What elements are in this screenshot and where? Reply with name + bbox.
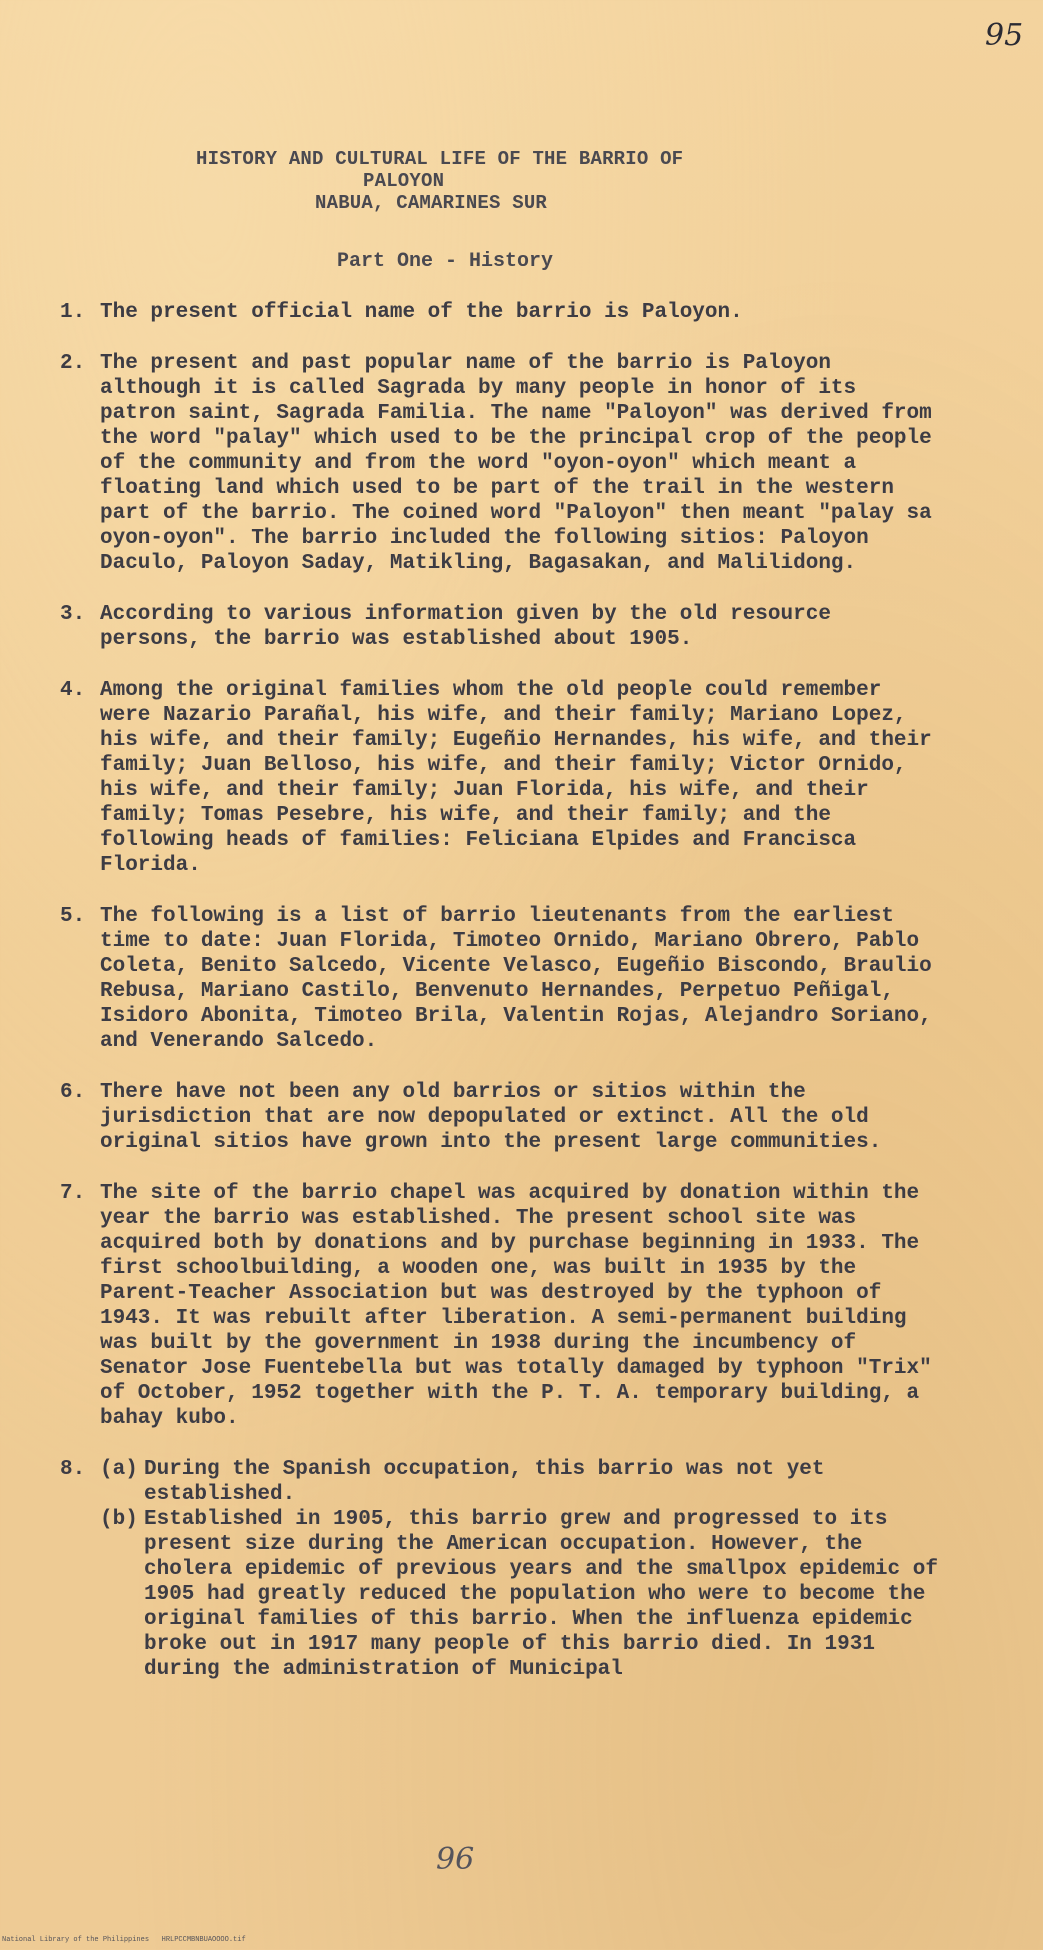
item-text: The following is a list of barrio lieutenants from the earliest time to date: Juan Florida, Timoteo Ornido, Mariano Obrero, Pablo Coleta, Benito Salcedo, Vicente Velasco, Eugeñio Biscondo, Braulio Rebusa, Mariano Castilo, Benvenuto Hernandes, Perpetuo Peñigal, Isidoro Abonita, Timoteo Brila, Valentin Rojas, Alejandro Soriano, and Venerando Salcedo.: [100, 905, 932, 1053]
archive-footer-stamp: National Library of the Philippines HRLPCCMBNBUAOOOO.tif: [2, 1936, 246, 1944]
title-line-2: PALOYON: [363, 170, 445, 192]
list-item: [60, 678, 940, 878]
list-item: [60, 1181, 940, 1431]
item-number: 3.: [60, 603, 86, 626]
sub-item-label: (b): [100, 1508, 138, 1531]
list-item-8: [60, 1457, 940, 1682]
sub-item-label: (a): [100, 1458, 138, 1481]
title-line-3: NABUA, CAMARINES SUR: [315, 192, 548, 214]
item-number: 8.: [60, 1458, 86, 1481]
list-item: [60, 351, 940, 576]
list-item: [60, 904, 940, 1054]
item-text: The present official name of the barrio is Paloyon.: [100, 301, 743, 324]
part-title: Part One - History: [337, 250, 554, 273]
sub-item-text: Established in 1905, this barrio grew and progressed to its present size during the American occupation. However, the cholera epidemic of previous years and the smallpox epidemic of 1905 had greatly reduced the population who were to become the original families of this barrio. When the influenza epidemic broke out in 1917 many people of this barrio died. In 1931 during the administration of Municipal: [144, 1508, 938, 1681]
page-number: 95: [985, 18, 1024, 53]
document-header: [0, 148, 1043, 214]
handwritten-page-mark: 96: [436, 1842, 475, 1877]
item-number: 5.: [60, 905, 86, 928]
item-number: 2.: [60, 352, 86, 375]
item-text: According to various information given by the old resource persons, the barrio was established about 1905.: [100, 603, 831, 651]
item-8-body: [100, 1457, 940, 1682]
sub-item-a: [100, 1457, 940, 1507]
item-text: Among the original families whom the old people could remember were Nazario Parañal, his wife, and their family; Mariano Lopez, his wife, and their family; Eugeñio Hernandes, his wife, and their family; Juan Belloso, his wife, and their family; Victor Ornido, his wife, and their family; Juan Florida, his wife, and their family; Tomas Pesebre, his wife, and their family; and the following heads of families: Feliciana Elpides and Francisca Florida.: [100, 679, 932, 877]
item-number: 4.: [60, 679, 86, 702]
item-text: The site of the barrio chapel was acquired by donation within the year the barrio was established. The present school site was acquired both by donations and by purchase beginning in 1933. The first schoolbuilding, a wooden one, was built in 1935 by the Parent-Teacher Association but was destroyed by the typhoon of 1943. It was rebuilt after liberation. A semi-permanent building was built by the government in 1938 during the incumbency of Senator Jose Fuentebella but was totally damaged by typhoon "Trix" of October, 1952 together with the P. T. A. temporary building, a bahay kubo.: [100, 1182, 932, 1430]
item-text: The present and past popular name of the barrio is Paloyon although it is called Sagrada by many people in honor of its patron saint, Sagrada Familia. The name "Paloyon" was derived from the word "palay" which used to be the principal crop of the people of the community and from the word "oyon-oyon" which meant a floating land which used to be part of the trail in the western part of the barrio. The coined word "Paloyon" then meant "palay sa oyon-oyon". The barrio included the following sitios: Paloyon Daculo, Paloyon Saday, Matikling, Bagasakan, and Malilidong.: [100, 352, 932, 575]
sub-item-b: [100, 1507, 940, 1682]
title-line-1: HISTORY AND CULTURAL LIFE OF THE BARRIO OF: [196, 148, 684, 170]
sub-item-text: During the Spanish occupation, this barrio was not yet established.: [144, 1458, 825, 1506]
list-item: [60, 1080, 940, 1155]
list-item: [60, 602, 940, 652]
list-item: [60, 300, 940, 325]
item-number: 7.: [60, 1182, 86, 1205]
item-text: There have not been any old barrios or sitios within the jurisdiction that are now depopulated or extinct. All the old original sitios have grown into the present large communities.: [100, 1081, 882, 1154]
item-number: 6.: [60, 1081, 86, 1104]
history-items: [60, 300, 940, 1708]
item-number: 1.: [60, 301, 86, 324]
